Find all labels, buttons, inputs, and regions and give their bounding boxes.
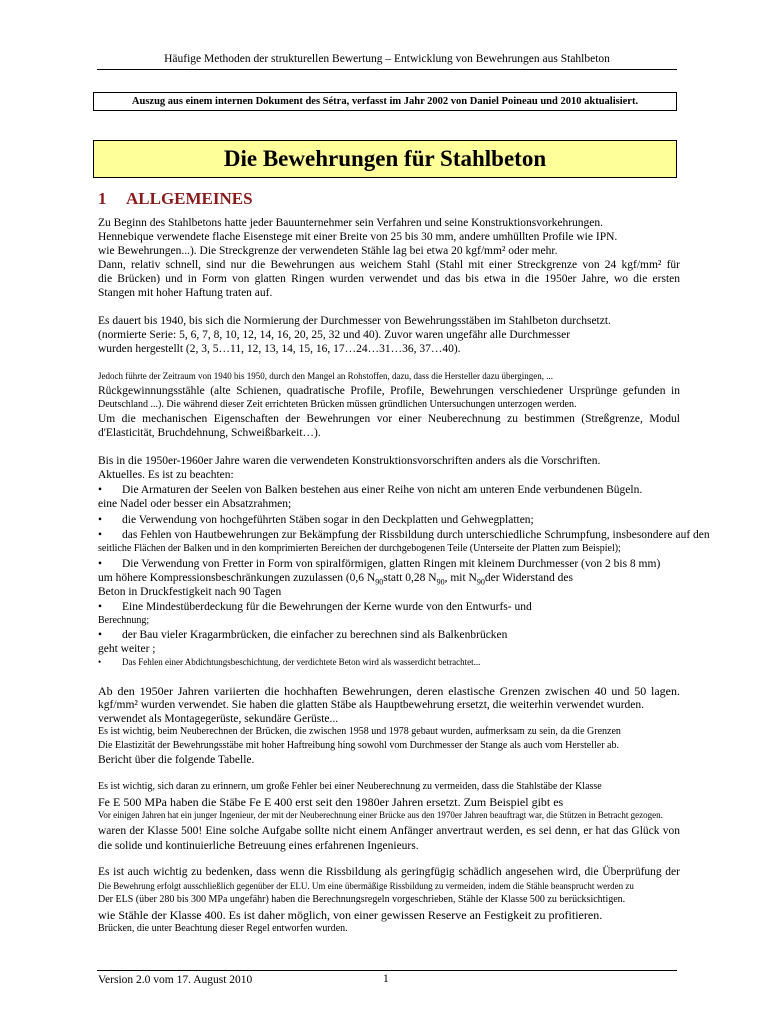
text-line: wie Bewehrungen...). Die Streckgrenze der verwendeten Stähle lag bei etwa 20 kgf/mm² oder mehr. <box>98 245 558 257</box>
page-number: 1 <box>383 973 389 985</box>
bullet-item <box>98 657 680 668</box>
bullet-item <box>98 484 680 496</box>
text-line: Rückgewinnungsstähle (alte Schienen, quadratische Profile, Profile, Bewehrungen verschiedener Ursprünge gefunden in <box>98 385 680 397</box>
text-line: Vor einigen Jahren hat ein junger Ingenieur, der mit der Neuberechnung einer Brücke aus den 1970er Jahren beauftragt war, die Stützen in Betracht gezogen. <box>98 810 663 820</box>
text-line: Fe E 500 MPa haben die Stäbe Fe E 400 erst seit den 1980er Jahren ersetzt. Zum Beispiel gibt es <box>98 795 564 809</box>
text-line: waren der Klasse 500! Eine solche Aufgabe sollte nicht einem Anfänger anvertraut werden, es sei denn, er hat das Glück von <box>98 825 680 837</box>
text-line: Die Elastizität der Bewehrungsstäbe mit hoher Haftreibung hing sowohl vom Durchmesser der Stange als auch vom Hersteller ab. <box>98 740 619 751</box>
bullet-icon: • <box>98 657 102 667</box>
bullet-icon: • <box>98 601 103 613</box>
text-line: Deutschland ...). Die während dieser Zeit errichteten Brücken müssen gründlichen Untersuchungen unterzogen werden. <box>98 399 577 410</box>
document-title: Die Bewehrungen für Stahlbeton <box>93 140 677 178</box>
text-line: Die Bewehrung erfolgt ausschließlich gegenüber der ELU. Um eine übermäßige Rissbildung zu vermeiden, indem die Stähle beansprucht werden zu <box>98 881 634 891</box>
text-line: Ab den 1950er Jahren variierten die hochhaften Bewehrungen, deren elastische Grenzen zwischen 40 und 50 lagen. <box>98 684 680 698</box>
bullet-icon: • <box>98 514 103 526</box>
text-line: die Brücken) und in Form von glatten Ringen wurden verwendet und das bis etwa in die 1950er Jahre, wo die ersten <box>98 273 680 285</box>
text-line: Dann, relativ schnell, sind nur die Bewehrungen aus weichem Stahl (Stahl mit einer Streckgrenze von 24 kgf/mm² für <box>98 259 680 271</box>
text-line: kgf/mm² wurden verwendet. Sie haben die glatten Stäbe als Hauptbewehrung ersetzt, die weiterhin verwendet wurden. <box>98 699 645 711</box>
running-header: Häufige Methoden der strukturellen Bewertung – Entwicklung von Bewehrungen aus Stahlbeton <box>97 52 677 70</box>
bullet-text: Die Armaturen der Seelen von Balken bestehen aus einer Reihe von nicht am unteren Ende verbundenen Bügeln. <box>122 484 643 496</box>
text-line: d'Elasticität, Bruchdehnung, Schweißbarkeit…). <box>98 427 321 439</box>
text-line: Beton in Druckfestigkeit nach 90 Tagen <box>98 586 282 598</box>
bullet-text: Eine Mindestüberdeckung für die Bewehrungen der Kerne wurde von den Entwurfs- und <box>122 601 532 613</box>
text-line: Es ist wichtig, sich daran zu erinnern, um große Fehler bei einer Neuberechnung zu vermeiden, dass die Stahlstäbe der Klasse <box>98 781 602 792</box>
bullet-icon: • <box>98 558 103 570</box>
section-number: 1 <box>98 189 107 208</box>
text-line: Jedoch führte der Zeitraum von 1940 bis 1950, durch den Mangel an Rohstoffen, dazu, dass die Hersteller dazu übergingen, ... <box>98 371 554 381</box>
text-line: Um die mechanischen Eigenschaften der Bewehrungen vor einer Neuberechnung zu bestimmen (Streßgrenze, Modul <box>98 413 680 425</box>
text-line: wie Stähle der Klasse 400. Es ist daher möglich, von einer gewissen Reserve an Festigkeit zu profitieren. <box>98 908 603 922</box>
text-line: Zu Beginn des Stahlbetons hatte jeder Bauunternehmer sein Verfahren und seine Konstruktionsvorkehrungen. <box>98 217 604 229</box>
bullet-icon: • <box>98 529 103 541</box>
text-line: Bericht über die folgende Tabelle. <box>98 754 255 766</box>
text-line: wurden hergestellt (2, 3, 5…11, 12, 13, 14, 15, 16, 17…24…31…36, 37…40). <box>98 343 461 355</box>
text-line: Brücken, die unter Beachtung dieser Regel entworfen wurden. <box>98 923 348 934</box>
bullet-text: Das Fehlen einer Abdichtungsbeschichtung, der verdichtete Beton wird als wasserdicht betrachtet... <box>122 657 481 667</box>
text-line: um höhere Kompressionsbeschränkungen zuzulassen (0,6 $N_{90}statt$ 0,28 $N_{90}$, mit $N_{90}der$ Widerstand des <box>98 572 573 587</box>
bullet-text: Die Verwendung von Fretter in Form von spiralförmigen, glatten Ringen mit kleinem Durchmesser (von 2 bis 8 mm) <box>122 558 661 570</box>
text-line: Aktuelles. Es ist zu beachten: <box>98 469 234 481</box>
bullet-text: das Fehlen von Hautbewehrungen zur Bekämpfung der Rissbildung durch unterschiedliche Schrumpfung, insbesondere auf den <box>122 529 710 541</box>
bullet-item <box>98 558 680 570</box>
excerpt-note: Auszug aus einem internen Dokument des Sétra, verfasst im Jahr 2002 von Daniel Poineau und 2010 aktualisiert. <box>93 92 677 111</box>
text-line: geht weiter ; <box>98 643 156 655</box>
section-title: ALLGEMEINES <box>126 189 253 208</box>
text-line: Hennebique verwendete flache Eisenstege mit einer Breite von 25 bis 30 mm, andere umhüllten Profile wie IPN. <box>98 231 618 243</box>
bullet-icon: • <box>98 484 103 496</box>
text-line: seitliche Flächen der Balken und in den komprimierten Bereichen der durchgebogenen Teile (Unterseite der Platten zum Beispiel); <box>98 543 621 554</box>
text-line: eine Nadel oder besser ein Absatzrahmen; <box>98 498 292 510</box>
text-line: Es ist auch wichtig zu bedenken, dass wenn die Rissbildung als geringfügig schädlich angesehen wird, die Überprüfung der <box>98 866 680 878</box>
text-line: Berechnung; <box>98 615 150 626</box>
text-line: Bis in die 1950er-1960er Jahre waren die verwendeten Konstruktionsvorschriften anders als die Vorschriften. <box>98 455 601 467</box>
bullet-item <box>98 529 710 541</box>
footer-divider <box>97 970 677 971</box>
footer-version: Version 2.0 vom 17. August 2010 <box>98 974 253 986</box>
bullet-item <box>98 601 680 613</box>
section-heading <box>98 189 253 209</box>
text-line: Stangen mit hoher Haftung traten auf. <box>98 287 273 299</box>
text-line: Der ELS (über 280 bis 300 MPa ungefähr) haben die Berechnungsregeln vorgeschrieben, Stähle der Klasse 500 zu berücksichtigen. <box>98 894 626 905</box>
bullet-text: die Verwendung von hochgeführten Stäben sogar in den Deckplatten und Gehwegplatten; <box>122 514 534 526</box>
text-line: (normierte Serie: 5, 6, 7, 8, 10, 12, 14, 16, 20, 25, 32 und 40). Zuvor waren ungefähr alle Durchmesser <box>98 329 571 341</box>
text-line: Es ist wichtig, beim Neuberechnen der Brücken, die zwischen 1958 und 1978 gebaut wurden, aufmerksam zu sein, da die Grenzen <box>98 726 621 737</box>
text-line: die solide und kontinuierliche Betreuung eines erfahrenen Ingenieurs. <box>98 840 419 852</box>
bullet-item <box>98 629 680 641</box>
text-line: Es dauert bis 1940, bis sich die Normierung der Durchmesser von Bewehrungsstäben im Stahlbeton durchsetzt. <box>98 315 611 327</box>
bullet-item <box>98 514 680 526</box>
bullet-icon: • <box>98 629 103 641</box>
text-line: verwendet als Montagegerüste, sekundäre Gerüste... <box>98 713 339 725</box>
bullet-text: der Bau vieler Kragarmbrücken, die einfacher zu berechnen sind als Balkenbrücken <box>122 629 508 641</box>
